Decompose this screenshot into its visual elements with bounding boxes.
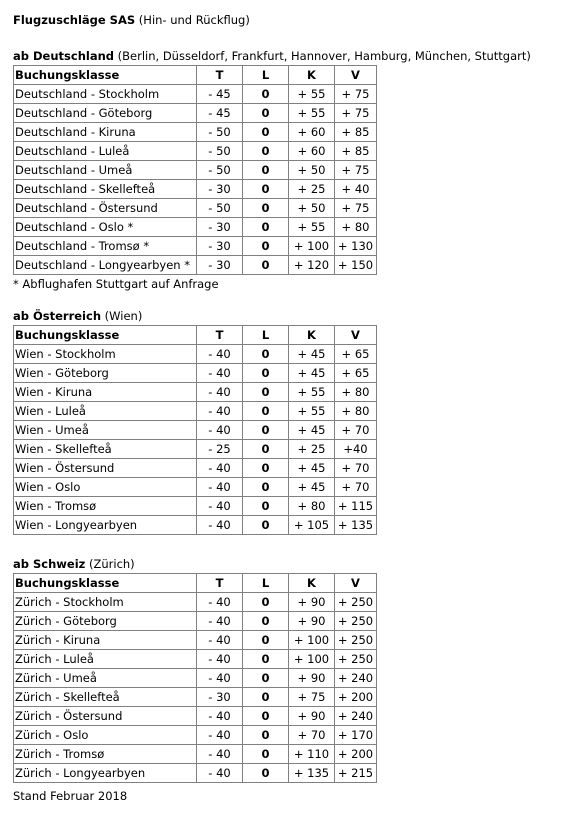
table-header-row bbox=[14, 574, 377, 593]
cell-route: Zürich - Stockholm bbox=[14, 593, 197, 612]
table-row bbox=[14, 402, 377, 421]
cell-k: + 55 bbox=[289, 85, 335, 104]
cell-k: + 110 bbox=[289, 745, 335, 764]
cell-t: - 40 bbox=[197, 402, 243, 421]
column-header-k: K bbox=[289, 66, 335, 85]
cell-t: - 50 bbox=[197, 123, 243, 142]
cell-k: + 90 bbox=[289, 669, 335, 688]
table-row bbox=[14, 199, 377, 218]
cell-v: + 135 bbox=[335, 516, 377, 535]
stand-date: Stand Februar 2018 bbox=[13, 789, 128, 803]
section-heading-rest: (Berlin, Düsseldorf, Frankfurt, Hannover, Hamburg, München, Stuttgart) bbox=[114, 49, 531, 63]
cell-k: + 50 bbox=[289, 161, 335, 180]
cell-v: + 250 bbox=[335, 631, 377, 650]
cell-k: + 25 bbox=[289, 440, 335, 459]
cell-l: 0 bbox=[243, 631, 289, 650]
column-header-l: L bbox=[243, 326, 289, 345]
cell-t: - 40 bbox=[197, 459, 243, 478]
cell-t: - 40 bbox=[197, 631, 243, 650]
column-header-t: T bbox=[197, 66, 243, 85]
table-row bbox=[14, 650, 377, 669]
table-row bbox=[14, 707, 377, 726]
page-title bbox=[13, 12, 578, 32]
section-heading-schweiz bbox=[13, 555, 578, 573]
cell-v: + 80 bbox=[335, 402, 377, 421]
page-title-rest: (Hin- und Rückflug) bbox=[135, 13, 250, 27]
cell-k: + 60 bbox=[289, 142, 335, 161]
cell-l: 0 bbox=[243, 726, 289, 745]
cell-v: + 75 bbox=[335, 199, 377, 218]
table-row bbox=[14, 161, 377, 180]
column-header-buchungsklasse: Buchungsklasse bbox=[14, 66, 197, 85]
section-heading-rest: (Zürich) bbox=[85, 557, 135, 571]
cell-k: + 45 bbox=[289, 421, 335, 440]
cell-route: Wien - Luleå bbox=[14, 402, 197, 421]
table-row bbox=[14, 669, 377, 688]
cell-route: Wien - Skellefteå bbox=[14, 440, 197, 459]
table-header-row bbox=[14, 66, 377, 85]
cell-t: - 40 bbox=[197, 650, 243, 669]
cell-l: 0 bbox=[243, 593, 289, 612]
cell-route: Zürich - Göteborg bbox=[14, 612, 197, 631]
table-row bbox=[14, 612, 377, 631]
cell-t: - 30 bbox=[197, 688, 243, 707]
cell-l: 0 bbox=[243, 364, 289, 383]
column-header-k: K bbox=[289, 574, 335, 593]
column-header-l: L bbox=[243, 574, 289, 593]
page-title-bold: Flugzuschläge SAS bbox=[13, 13, 136, 27]
cell-k: + 45 bbox=[289, 459, 335, 478]
table-row bbox=[14, 421, 377, 440]
cell-v: + 240 bbox=[335, 707, 377, 726]
cell-k: + 55 bbox=[289, 402, 335, 421]
table-row bbox=[14, 688, 377, 707]
fare-table-schweiz bbox=[13, 573, 377, 783]
cell-k: + 120 bbox=[289, 256, 335, 275]
cell-l: 0 bbox=[243, 497, 289, 516]
cell-k: + 90 bbox=[289, 593, 335, 612]
table-row bbox=[14, 364, 377, 383]
cell-route: Wien - Östersund bbox=[14, 459, 197, 478]
cell-route: Deutschland - Stockholm bbox=[14, 85, 197, 104]
cell-v: + 65 bbox=[335, 364, 377, 383]
table-row bbox=[14, 459, 377, 478]
cell-route: Zürich - Luleå bbox=[14, 650, 197, 669]
cell-v: + 40 bbox=[335, 180, 377, 199]
cell-v: + 70 bbox=[335, 478, 377, 497]
cell-route: Deutschland - Skellefteå bbox=[14, 180, 197, 199]
cell-k: + 50 bbox=[289, 199, 335, 218]
table-row bbox=[14, 237, 377, 256]
table-row bbox=[14, 256, 377, 275]
column-header-k: K bbox=[289, 326, 335, 345]
cell-t: - 40 bbox=[197, 593, 243, 612]
cell-v: +40 bbox=[335, 440, 377, 459]
cell-l: 0 bbox=[243, 237, 289, 256]
cell-t: - 40 bbox=[197, 745, 243, 764]
cell-l: 0 bbox=[243, 421, 289, 440]
table-row bbox=[14, 516, 377, 535]
cell-t: - 50 bbox=[197, 142, 243, 161]
column-header-t: T bbox=[197, 574, 243, 593]
fare-table-deutschland bbox=[13, 65, 377, 275]
table-row bbox=[14, 593, 377, 612]
cell-t: - 40 bbox=[197, 478, 243, 497]
cell-route: Zürich - Tromsø bbox=[14, 745, 197, 764]
cell-v: + 240 bbox=[335, 669, 377, 688]
cell-l: 0 bbox=[243, 688, 289, 707]
table-row bbox=[14, 142, 377, 161]
cell-t: - 30 bbox=[197, 237, 243, 256]
cell-t: - 30 bbox=[197, 256, 243, 275]
cell-t: - 40 bbox=[197, 707, 243, 726]
cell-l: 0 bbox=[243, 707, 289, 726]
cell-v: + 130 bbox=[335, 237, 377, 256]
section-heading-oesterreich bbox=[13, 307, 578, 325]
cell-v: + 250 bbox=[335, 650, 377, 669]
cell-v: + 80 bbox=[335, 383, 377, 402]
cell-k: + 105 bbox=[289, 516, 335, 535]
column-header-l: L bbox=[243, 66, 289, 85]
section-heading-bold: ab Deutschland bbox=[13, 49, 114, 63]
cell-k: + 90 bbox=[289, 707, 335, 726]
cell-v: + 150 bbox=[335, 256, 377, 275]
cell-route: Wien - Umeå bbox=[14, 421, 197, 440]
table-row bbox=[14, 726, 377, 745]
cell-route: Zürich - Umeå bbox=[14, 669, 197, 688]
cell-route: Zürich - Oslo bbox=[14, 726, 197, 745]
table-row bbox=[14, 85, 377, 104]
cell-t: - 40 bbox=[197, 726, 243, 745]
cell-l: 0 bbox=[243, 123, 289, 142]
cell-l: 0 bbox=[243, 669, 289, 688]
cell-k: + 60 bbox=[289, 123, 335, 142]
cell-route: Deutschland - Luleå bbox=[14, 142, 197, 161]
cell-l: 0 bbox=[243, 383, 289, 402]
column-header-v: V bbox=[335, 66, 377, 85]
cell-v: + 65 bbox=[335, 345, 377, 364]
cell-route: Deutschland - Östersund bbox=[14, 199, 197, 218]
cell-route: Deutschland - Kiruna bbox=[14, 123, 197, 142]
cell-v: + 85 bbox=[335, 123, 377, 142]
cell-t: - 50 bbox=[197, 161, 243, 180]
cell-v: + 200 bbox=[335, 688, 377, 707]
cell-k: + 100 bbox=[289, 237, 335, 256]
column-header-v: V bbox=[335, 574, 377, 593]
section-heading-bold: ab Österreich bbox=[13, 309, 102, 323]
cell-t: - 30 bbox=[197, 180, 243, 199]
cell-v: + 80 bbox=[335, 218, 377, 237]
cell-l: 0 bbox=[243, 745, 289, 764]
cell-l: 0 bbox=[243, 478, 289, 497]
cell-l: 0 bbox=[243, 345, 289, 364]
cell-route: Wien - Göteborg bbox=[14, 364, 197, 383]
cell-t: - 30 bbox=[197, 218, 243, 237]
cell-l: 0 bbox=[243, 612, 289, 631]
cell-l: 0 bbox=[243, 764, 289, 783]
cell-k: + 55 bbox=[289, 383, 335, 402]
cell-l: 0 bbox=[243, 650, 289, 669]
cell-t: - 25 bbox=[197, 440, 243, 459]
cell-v: + 70 bbox=[335, 421, 377, 440]
cell-t: - 45 bbox=[197, 85, 243, 104]
cell-l: 0 bbox=[243, 85, 289, 104]
cell-t: - 50 bbox=[197, 199, 243, 218]
cell-t: - 40 bbox=[197, 669, 243, 688]
cell-k: + 55 bbox=[289, 218, 335, 237]
cell-t: - 45 bbox=[197, 104, 243, 123]
fare-document bbox=[13, 12, 578, 805]
cell-route: Deutschland - Oslo * bbox=[14, 218, 197, 237]
table-row bbox=[14, 383, 377, 402]
cell-route: Zürich - Skellefteå bbox=[14, 688, 197, 707]
cell-v: + 250 bbox=[335, 612, 377, 631]
cell-l: 0 bbox=[243, 161, 289, 180]
cell-t: - 40 bbox=[197, 612, 243, 631]
column-header-buchungsklasse: Buchungsklasse bbox=[14, 326, 197, 345]
cell-route: Deutschland - Umeå bbox=[14, 161, 197, 180]
cell-route: Wien - Tromsø bbox=[14, 497, 197, 516]
cell-route: Zürich - Kiruna bbox=[14, 631, 197, 650]
cell-route: Deutschland - Tromsø * bbox=[14, 237, 197, 256]
cell-l: 0 bbox=[243, 199, 289, 218]
table-row bbox=[14, 180, 377, 199]
cell-route: Deutschland - Longyearbyen * bbox=[14, 256, 197, 275]
table-row bbox=[14, 218, 377, 237]
cell-l: 0 bbox=[243, 440, 289, 459]
cell-k: + 55 bbox=[289, 104, 335, 123]
cell-k: + 45 bbox=[289, 364, 335, 383]
cell-l: 0 bbox=[243, 516, 289, 535]
table-row bbox=[14, 104, 377, 123]
column-header-t: T bbox=[197, 326, 243, 345]
cell-v: + 115 bbox=[335, 497, 377, 516]
cell-k: + 80 bbox=[289, 497, 335, 516]
cell-route: Zürich - Longyearbyen bbox=[14, 764, 197, 783]
table-row bbox=[14, 345, 377, 364]
cell-l: 0 bbox=[243, 142, 289, 161]
cell-v: + 75 bbox=[335, 161, 377, 180]
table-row bbox=[14, 764, 377, 783]
table-row bbox=[14, 123, 377, 142]
cell-v: + 75 bbox=[335, 85, 377, 104]
cell-l: 0 bbox=[243, 180, 289, 199]
cell-v: + 215 bbox=[335, 764, 377, 783]
cell-v: + 170 bbox=[335, 726, 377, 745]
cell-k: + 100 bbox=[289, 631, 335, 650]
cell-t: - 40 bbox=[197, 364, 243, 383]
cell-t: - 40 bbox=[197, 516, 243, 535]
cell-k: + 25 bbox=[289, 180, 335, 199]
cell-t: - 40 bbox=[197, 383, 243, 402]
cell-t: - 40 bbox=[197, 497, 243, 516]
cell-l: 0 bbox=[243, 459, 289, 478]
table-row bbox=[14, 478, 377, 497]
table-row bbox=[14, 497, 377, 516]
cell-v: + 70 bbox=[335, 459, 377, 478]
cell-l: 0 bbox=[243, 218, 289, 237]
table-row bbox=[14, 631, 377, 650]
section-heading-deutschland bbox=[13, 47, 578, 65]
section-heading-bold: ab Schweiz bbox=[13, 557, 86, 571]
cell-k: + 135 bbox=[289, 764, 335, 783]
cell-l: 0 bbox=[243, 256, 289, 275]
footnote-stuttgart: * Abflughafen Stuttgart auf Anfrage bbox=[13, 277, 219, 291]
cell-v: + 250 bbox=[335, 593, 377, 612]
cell-route: Wien - Oslo bbox=[14, 478, 197, 497]
column-header-buchungsklasse: Buchungsklasse bbox=[14, 574, 197, 593]
cell-v: + 85 bbox=[335, 142, 377, 161]
cell-k: + 75 bbox=[289, 688, 335, 707]
cell-k: + 90 bbox=[289, 612, 335, 631]
cell-route: Zürich - Östersund bbox=[14, 707, 197, 726]
cell-t: - 40 bbox=[197, 345, 243, 364]
cell-route: Wien - Stockholm bbox=[14, 345, 197, 364]
cell-l: 0 bbox=[243, 402, 289, 421]
cell-v: + 75 bbox=[335, 104, 377, 123]
cell-k: + 70 bbox=[289, 726, 335, 745]
cell-route: Wien - Kiruna bbox=[14, 383, 197, 402]
table-row bbox=[14, 440, 377, 459]
cell-route: Deutschland - Göteborg bbox=[14, 104, 197, 123]
section-heading-rest: (Wien) bbox=[101, 309, 143, 323]
cell-t: - 40 bbox=[197, 764, 243, 783]
cell-route: Wien - Longyearbyen bbox=[14, 516, 197, 535]
column-header-v: V bbox=[335, 326, 377, 345]
cell-k: + 45 bbox=[289, 478, 335, 497]
cell-v: + 200 bbox=[335, 745, 377, 764]
cell-t: - 40 bbox=[197, 421, 243, 440]
cell-k: + 45 bbox=[289, 345, 335, 364]
cell-l: 0 bbox=[243, 104, 289, 123]
table-header-row bbox=[14, 326, 377, 345]
fare-table-oesterreich bbox=[13, 325, 377, 535]
table-row bbox=[14, 745, 377, 764]
cell-k: + 100 bbox=[289, 650, 335, 669]
